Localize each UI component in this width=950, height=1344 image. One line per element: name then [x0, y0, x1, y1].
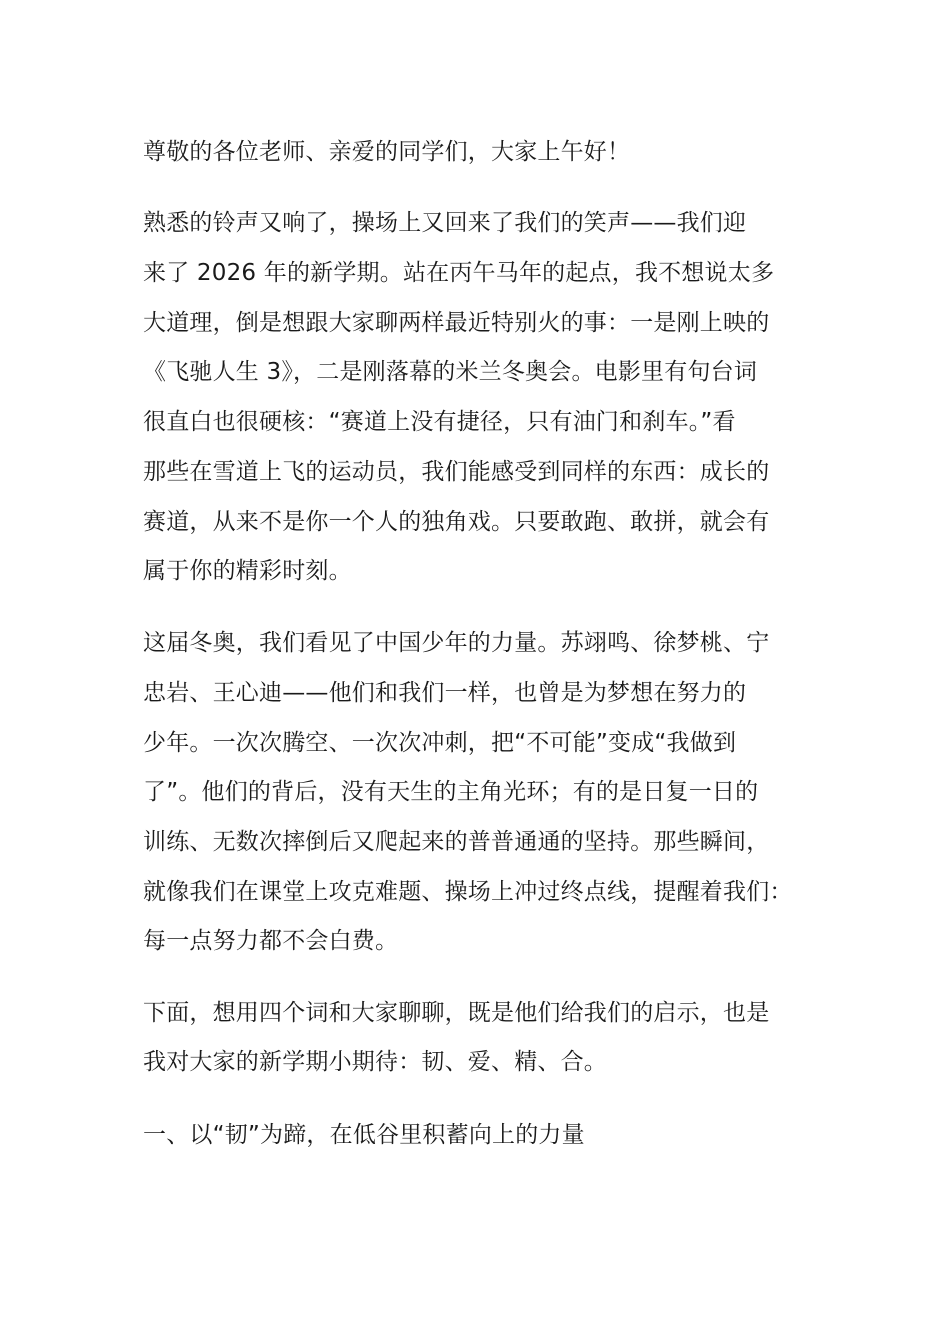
- paragraph-line: 忠岩、王心迪——他们和我们一样，也曾是为梦想在努力的: [143, 680, 747, 706]
- paragraph-line: 那些在雪道上飞的运动员，我们能感受到同样的东西：成长的: [143, 459, 770, 485]
- paragraph-line: 很直白也很硬核：“赛道上没有捷径，只有油门和刹车。”看: [143, 409, 736, 435]
- paragraph-line: 来了 2026 年的新学期。站在丙午马年的起点，我不想说太多: [143, 260, 775, 286]
- paragraph-line: 就像我们在课堂上攻克难题、操场上冲过终点线，提醒着我们：: [143, 879, 793, 905]
- paragraph-line: 训练、无数次摔倒后又爬起来的普普通通的坚持。那些瞬间，: [143, 829, 770, 855]
- paragraph-line: 我对大家的新学期小期待：韧、爱、精、合。: [143, 1049, 607, 1075]
- paragraph-line: 下面，想用四个词和大家聊聊，既是他们给我们的启示，也是: [143, 1000, 770, 1026]
- paragraph-line: 赛道，从来不是你一个人的独角戏。只要敢跑、敢拼，就会有: [143, 509, 770, 535]
- section-heading: 一、以“韧”为蹄，在低谷里积蓄向上的力量: [143, 1122, 585, 1148]
- paragraph-line: 这届冬奥，我们看见了中国少年的力量。苏翊鸣、徐梦桃、宁: [143, 630, 770, 656]
- paragraph-line: 每一点努力都不会白费。: [143, 928, 399, 954]
- paragraph-line: 《飞驰人生 3》，二是刚落幕的米兰冬奥会。电影里有句台词: [143, 359, 758, 385]
- paragraph-line: 熟悉的铃声又响了，操场上又回来了我们的笑声——我们迎: [143, 210, 747, 236]
- greeting-line: 尊敬的各位老师、亲爱的同学们，大家上午好！: [143, 139, 631, 165]
- paragraph-line: 了”。他们的背后，没有天生的主角光环；有的是日复一日的: [143, 779, 759, 805]
- paragraph-line: 大道理，倒是想跟大家聊两样最近特别火的事：一是刚上映的: [143, 310, 770, 336]
- paragraph-line: 属于你的精彩时刻。: [143, 558, 352, 584]
- paragraph-line: 少年。一次次腾空、一次次冲刺，把“不可能”变成“我做到: [143, 730, 737, 756]
